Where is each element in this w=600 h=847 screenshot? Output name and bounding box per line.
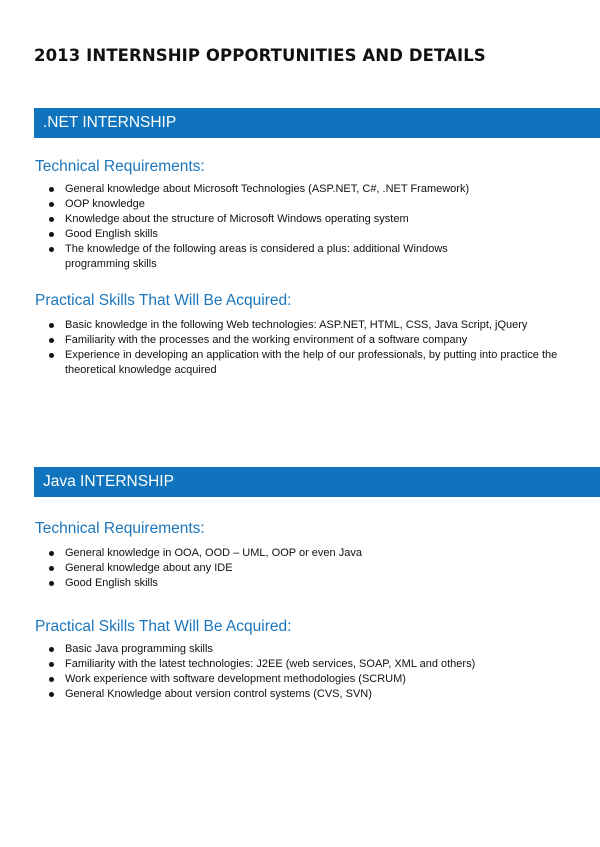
list-item: Good English skills — [35, 576, 590, 591]
page-title: 2013 INTERNSHIP OPPORTUNITIES AND DETAILS — [34, 46, 486, 65]
bullet-icon — [49, 662, 54, 667]
list-item: Basic Java programming skills — [35, 642, 590, 657]
bullet-icon — [49, 551, 54, 556]
net-internship-header: .NET INTERNSHIP — [34, 108, 600, 138]
bullet-icon — [49, 353, 54, 358]
java-internship-header: Java INTERNSHIP — [34, 467, 600, 497]
bullet-icon — [49, 692, 54, 697]
bullet-icon — [49, 217, 54, 222]
list-item: General knowledge about Microsoft Technologies (ASP.NET, C#, .NET Framework) — [35, 182, 590, 197]
list-item: Familiarity with the latest technologies: J2EE (web services, SOAP, XML and others) — [35, 657, 590, 672]
list-item: Work experience with software development methodologies (SCRUM) — [35, 672, 590, 687]
java-practical-list — [35, 642, 590, 702]
bullet-icon — [49, 566, 54, 571]
bullet-icon — [49, 323, 54, 328]
net-practical-list — [35, 318, 590, 378]
bullet-icon — [49, 247, 54, 252]
list-item: Experience in developing an application with the help of our professionals, by putting into practice the theoretical knowledge acquired — [35, 348, 590, 378]
list-item: General knowledge about any IDE — [35, 561, 590, 576]
list-item: OOP knowledge — [35, 197, 590, 212]
list-item: Basic knowledge in the following Web technologies: ASP.NET, HTML, CSS, Java Script, jQuery — [35, 318, 590, 333]
list-item: Knowledge about the structure of Microsoft Windows operating system — [35, 212, 590, 227]
list-item: General knowledge in OOA, OOD – UML, OOP or even Java — [35, 546, 590, 561]
list-item: Familiarity with the processes and the working environment of a software company — [35, 333, 590, 348]
bullet-icon — [49, 232, 54, 237]
net-practical-heading: Practical Skills That Will Be Acquired: — [35, 292, 292, 309]
bullet-icon — [49, 647, 54, 652]
net-technical-heading: Technical Requirements: — [35, 158, 205, 175]
net-technical-list — [35, 182, 590, 272]
bullet-icon — [49, 677, 54, 682]
list-item: Good English skills — [35, 227, 590, 242]
java-technical-heading: Technical Requirements: — [35, 520, 205, 537]
list-item: The knowledge of the following areas is considered a plus: additional Windows programming skills — [35, 242, 590, 272]
list-item: General Knowledge about version control systems (CVS, SVN) — [35, 687, 590, 702]
bullet-icon — [49, 187, 54, 192]
java-practical-heading: Practical Skills That Will Be Acquired: — [35, 618, 292, 635]
java-technical-list — [35, 546, 590, 591]
bullet-icon — [49, 581, 54, 586]
bullet-icon — [49, 202, 54, 207]
bullet-icon — [49, 338, 54, 343]
